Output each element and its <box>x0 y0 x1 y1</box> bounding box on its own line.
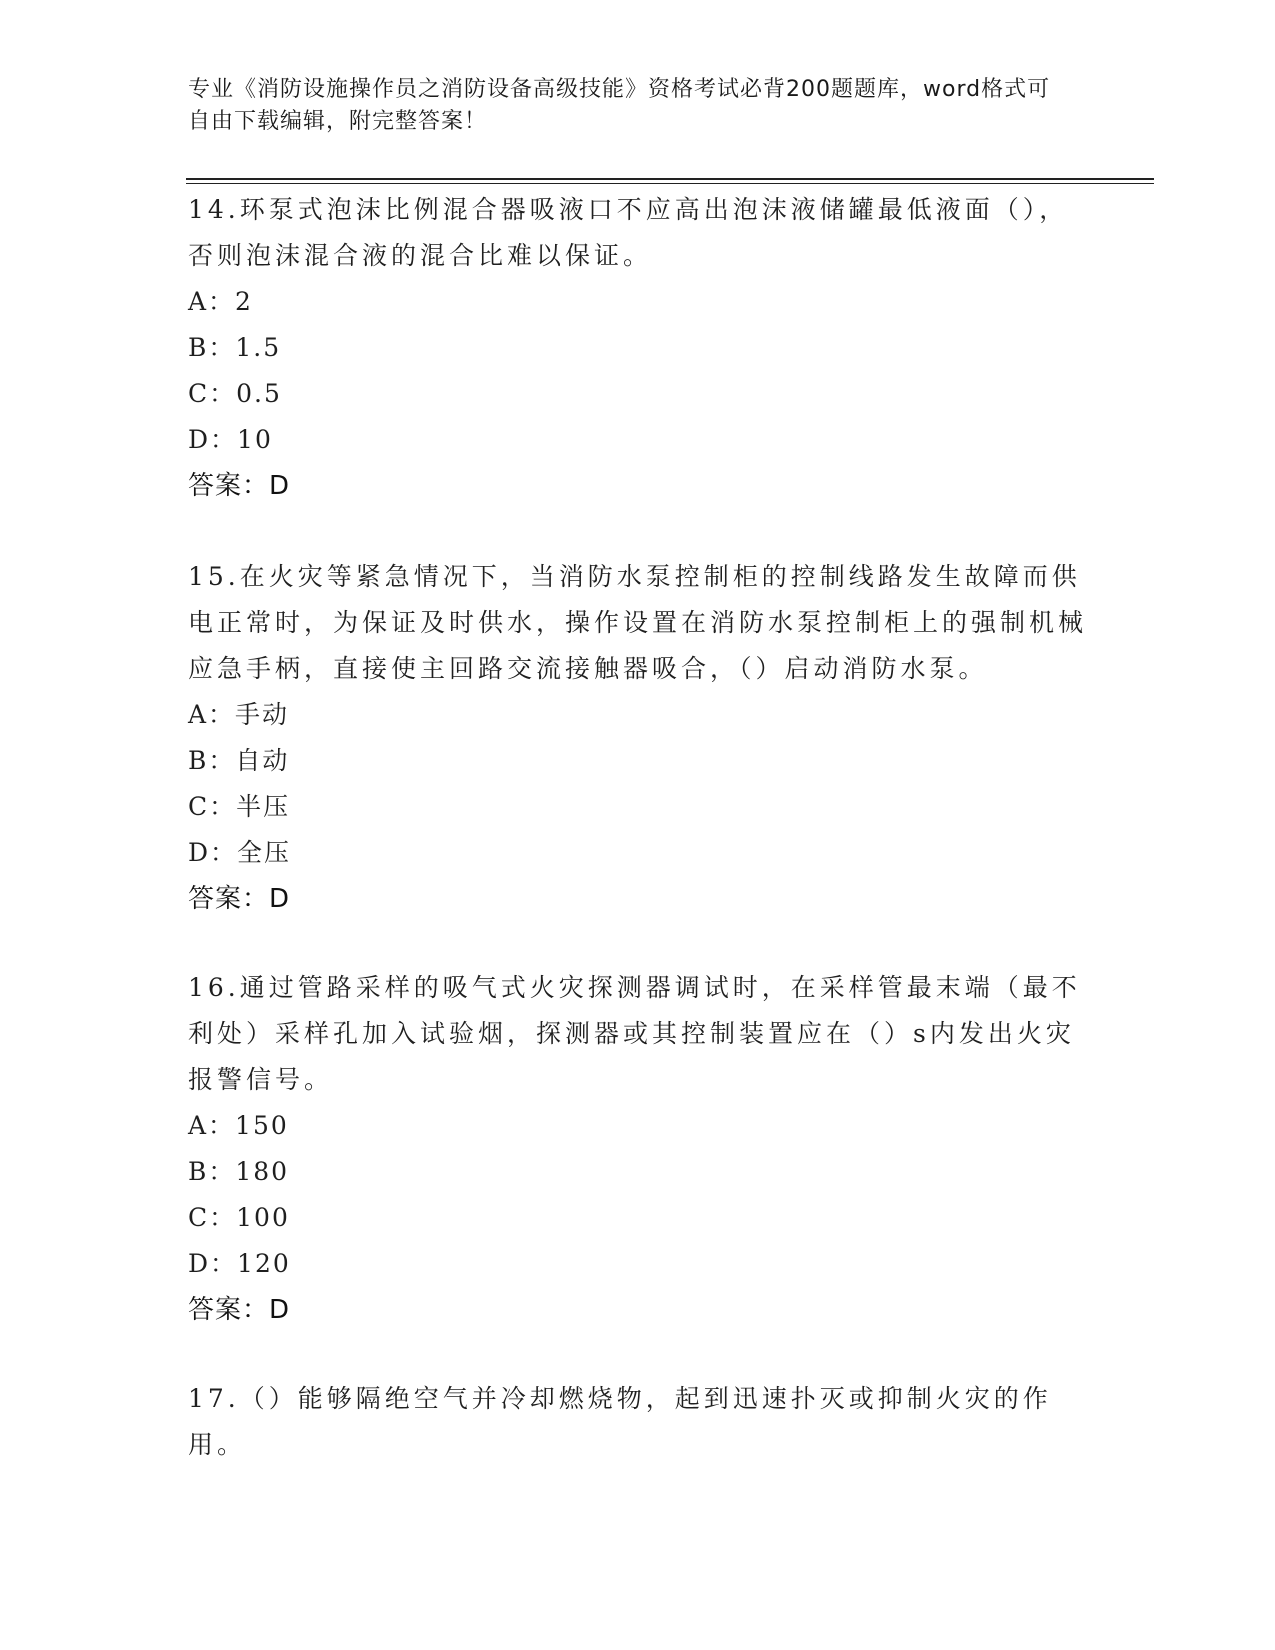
option-d: D：120 <box>188 1249 291 1278</box>
option-b: B：1.5 <box>188 333 282 362</box>
question-16 <box>188 965 1088 1333</box>
option-c: C：0.5 <box>188 379 282 408</box>
document-header: 专业《消防设施操作员之消防设备高级技能》资格考试必背200题题库，word格式可自由下载编辑，附完整答案！ <box>188 77 1051 134</box>
option-a: A：150 <box>188 1111 289 1140</box>
option-b: B：180 <box>188 1157 290 1186</box>
option-c: C：100 <box>188 1203 290 1232</box>
question-stem: 14.环泵式泡沫比例混合器吸液口不应高出泡沫液储罐最低液面（），否则泡沫混合液的混合比难以保证。 <box>188 195 1069 270</box>
question-14 <box>188 187 1088 509</box>
option-d: D：10 <box>188 425 273 454</box>
answer-line: 答案：D <box>188 471 291 501</box>
option-a: A：手动 <box>188 700 290 729</box>
question-17 <box>188 1376 1088 1468</box>
option-d: D：全压 <box>188 838 292 867</box>
question-stem: 15.在火灾等紧急情况下，当消防水泵控制柜的控制线路发生故障而供电正常时，为保证及时供水，操作设置在消防水泵控制柜上的强制机械应急手柄，直接使主回路交流接触器吸合，（）启动消防水泵。 <box>188 562 1088 683</box>
option-c: C：半压 <box>188 792 291 821</box>
answer-line: 答案：D <box>188 1295 291 1325</box>
answer-line: 答案：D <box>188 884 291 914</box>
question-stem: 17.（）能够隔绝空气并冷却燃烧物，起到迅速扑灭或抑制火灾的作用。 <box>188 1384 1052 1459</box>
option-a: A：2 <box>188 287 253 316</box>
header-divider-thick <box>186 178 1154 180</box>
question-15 <box>188 554 1088 922</box>
option-b: B：自动 <box>188 746 290 775</box>
header-divider-thin <box>186 183 1154 184</box>
question-stem: 16.通过管路采样的吸气式火灾探测器调试时，在采样管最末端（最不利处）采样孔加入试验烟，探测器或其控制装置应在（）s内发出火灾报警信号。 <box>188 973 1081 1094</box>
